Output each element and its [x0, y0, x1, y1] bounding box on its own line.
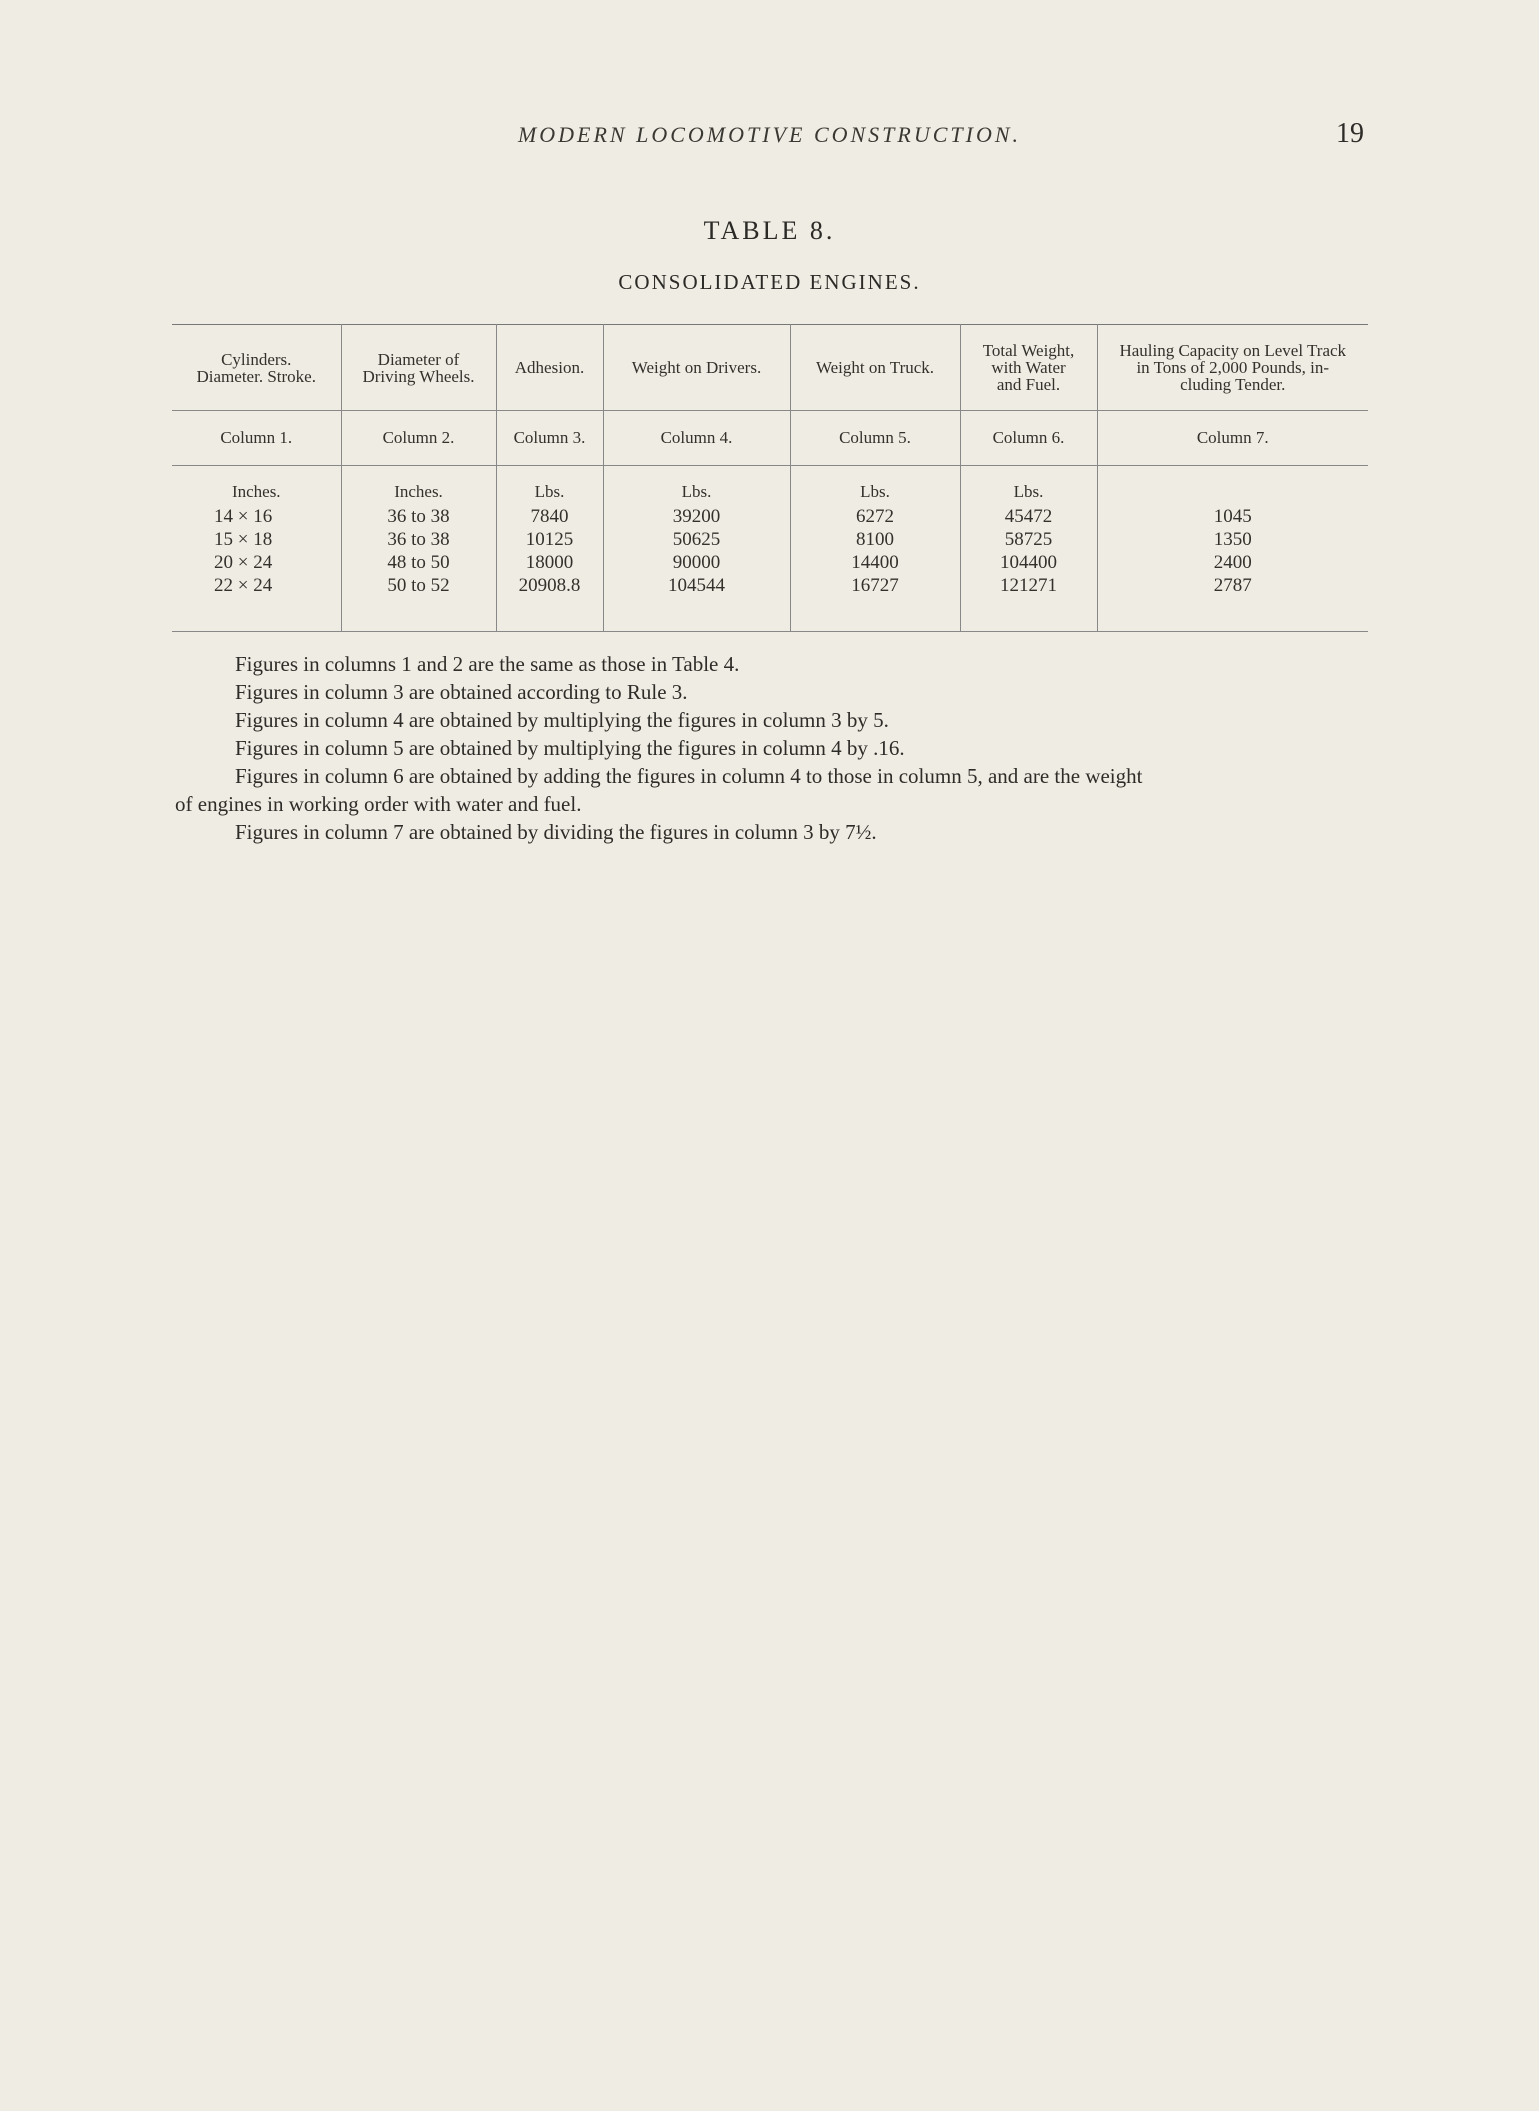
table-cell: 20908.8 [496, 574, 603, 597]
column-label: Column 2. [341, 411, 496, 466]
table-cell: 18000 [496, 551, 603, 574]
table-cell: 104400 [960, 551, 1097, 574]
note-line: Figures in column 6 are obtained by adding the figures in column 4 to those in column 5, and are the weight [235, 764, 1143, 788]
table-cell: 20 × 24 [172, 551, 341, 574]
unit-label: Inches. [172, 466, 341, 506]
table-cell: 1350 [1213, 528, 1252, 550]
table-row [172, 574, 1368, 597]
header-driving-wheels: Diameter of Driving Wheels. [341, 325, 496, 411]
table-cell: 36 to 38 [341, 528, 496, 551]
unit-label: Lbs. [603, 466, 790, 506]
consolidated-engines-table [172, 324, 1368, 632]
header-hauling-capacity: Hauling Capacity on Level Track in Tons of 2,000 Pounds, in- cluding Tender. [1097, 325, 1368, 411]
header-row [172, 325, 1368, 411]
header-weight-on-truck: Weight on Truck. [790, 325, 960, 411]
table-cell: 14 × 16 [172, 505, 341, 528]
table-cell: 15 × 18 [172, 528, 341, 551]
column-label: Column 4. [603, 411, 790, 466]
column-label: Column 1. [172, 411, 341, 466]
table-row [172, 528, 1368, 551]
column-label: Column 7. [1097, 411, 1368, 466]
table-cell: 2400 [1213, 551, 1252, 573]
unit-label: Lbs. [496, 466, 603, 506]
table-bottom-spacer [172, 597, 1368, 632]
table-cell: 22 × 24 [172, 574, 341, 597]
table-cell: 6272 [790, 505, 960, 528]
table-cell: 16727 [790, 574, 960, 597]
table-cell: 8100 [790, 528, 960, 551]
page-number: 19 [1336, 118, 1364, 149]
table-cell: 58725 [960, 528, 1097, 551]
table-cell: 14400 [790, 551, 960, 574]
header-weight-on-drivers: Weight on Drivers. [603, 325, 790, 411]
table-cell: 121271 [960, 574, 1097, 597]
units-row [172, 466, 1368, 506]
table-title: TABLE 8. [703, 216, 836, 245]
running-title: MODERN LOCOMOTIVE CONSTRUCTION. [517, 122, 1022, 147]
note-line: Figures in column 7 are obtained by dividing the figures in column 3 by 7½. [235, 820, 877, 844]
note-line: Figures in columns 1 and 2 are the same as those in Table 4. [235, 652, 740, 676]
table-cell: 104544 [603, 574, 790, 597]
table-cell: 48 to 50 [341, 551, 496, 574]
header-adhesion: Adhesion. [496, 325, 603, 411]
table-row [172, 505, 1368, 528]
table-cell: 50625 [603, 528, 790, 551]
note-line: Figures in column 3 are obtained according to Rule 3. [235, 680, 688, 704]
note-line: Figures in column 4 are obtained by multiplying the figures in column 3 by 5. [235, 708, 889, 732]
table-subtitle: CONSOLIDATED ENGINES. [618, 270, 921, 294]
table-cell: 50 to 52 [341, 574, 496, 597]
table-notes [175, 650, 1370, 846]
table-row [172, 551, 1368, 574]
table-cell: 1045 [1213, 505, 1252, 527]
table-cell: 39200 [603, 505, 790, 528]
table-cell: 36 to 38 [341, 505, 496, 528]
note-line: of engines in working order with water and fuel. [175, 792, 582, 816]
table-cell: 7840 [496, 505, 603, 528]
table-cell: 90000 [603, 551, 790, 574]
unit-label [1097, 466, 1368, 506]
column-label: Column 5. [790, 411, 960, 466]
table-cell: 45472 [960, 505, 1097, 528]
header-total-weight: Total Weight, with Water and Fuel. [960, 325, 1097, 411]
column-label-row [172, 411, 1368, 466]
unit-label: Lbs. [790, 466, 960, 506]
column-label: Column 6. [960, 411, 1097, 466]
unit-label: Inches. [341, 466, 496, 506]
table-cell: 2787 [1213, 574, 1252, 596]
note-line: Figures in column 5 are obtained by multiplying the figures in column 4 by .16. [235, 736, 905, 760]
unit-label: Lbs. [960, 466, 1097, 506]
header-cylinders: Cylinders. Diameter. Stroke. [172, 325, 341, 411]
table-cell: 10125 [496, 528, 603, 551]
column-label: Column 3. [496, 411, 603, 466]
